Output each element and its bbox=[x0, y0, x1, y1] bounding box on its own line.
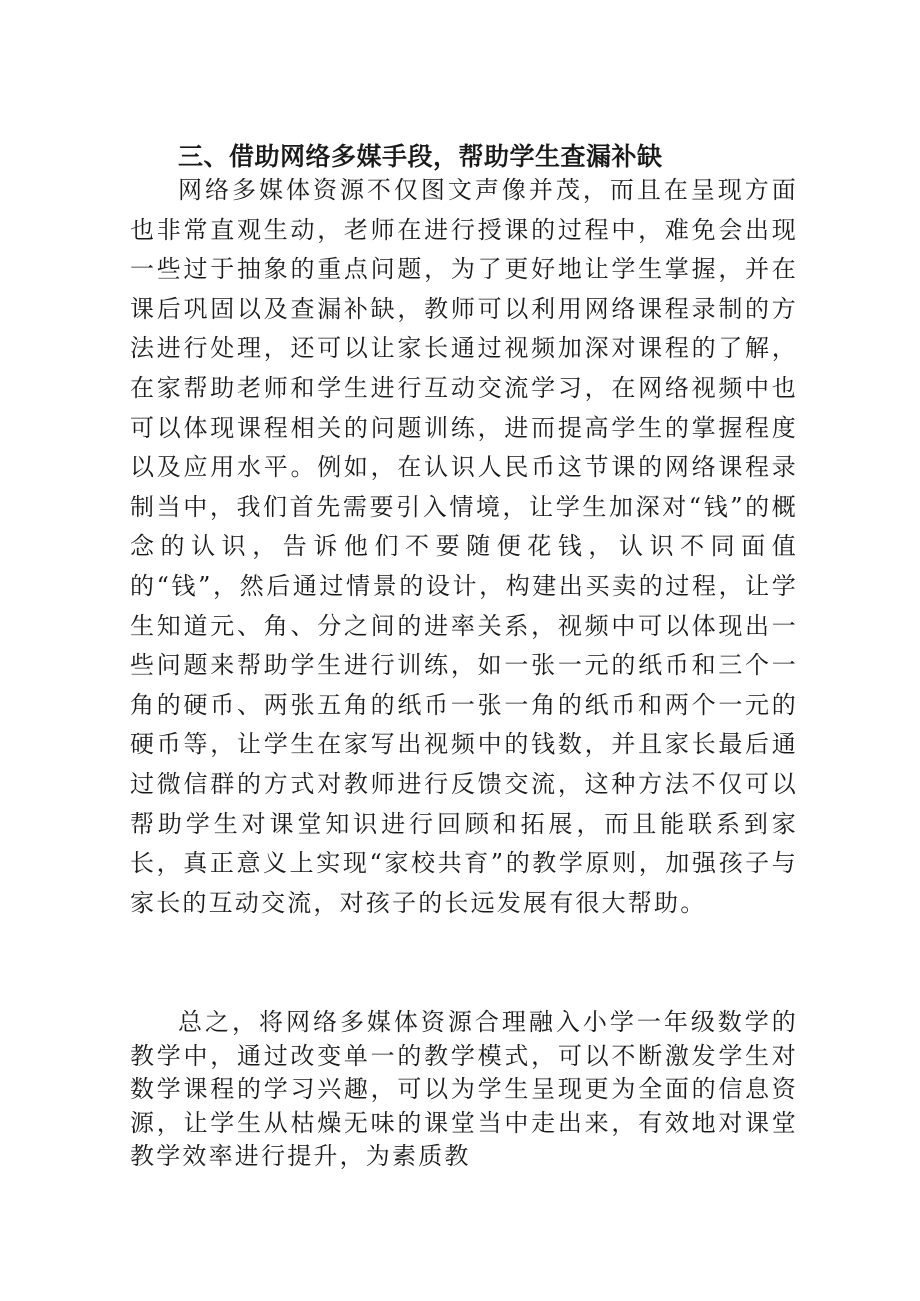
section-heading: 三、借助网络多媒手段，帮助学生查漏补缺 bbox=[178, 142, 663, 171]
body-paragraph-2: 总之，将网络多媒体资源合理融入小学一年级数学的教学中，通过改变单一的教学模式，可以不断激发学生对数学课程的学习兴趣，可以为学生呈现更为全面的信息资源，让学生从枯燥无味的课堂当中走出来，有效地对课堂教学效率进行提升，为素质教 bbox=[130, 1008, 798, 1170]
body-paragraph-1: 网络多媒体资源不仅图文声像并茂，而且在呈现方面也非常直观生动，老师在进行授课的过程中，难免会出现一些过于抽象的重点问题，为了更好地让学生掌握，并在课后巩固以及查漏补缺，教师可以利用网络课程录制的方法进行处理，还可以让家长通过视频加深对课程的了解，在家帮助老师和学生进行互动交流学习，在网络视频中也可以体现课程相关的问题训练，进而提高学生的掌握程度以及应用水平。例如，在认识人民币这节课的网络课程录制当中，我们首先需要引入情境，让学生加深对“钱”的概念的认识，告诉他们不要随便花钱，认识不同面值的“钱”，然后通过情景的设计，构建出买卖的过程，让学生知道元、角、分之间的进率关系，视频中可以体现出一些问题来帮助学生进行训练，如一张一元的纸币和三个一角的硬币、两张五角的纸币一张一角的纸币和两个一元的硬币等，让学生在家写出视频中的钱数，并且家长最后通过微信群的方式对教师进行反馈交流，这种方法不仅可以帮助学生对课堂知识进行回顾和拓展，而且能联系到家长，真正意义上实现“家校共育”的教学原则，加强孩子与家长的互动交流，对孩子的长远发展有很大帮助。 bbox=[130, 176, 798, 917]
